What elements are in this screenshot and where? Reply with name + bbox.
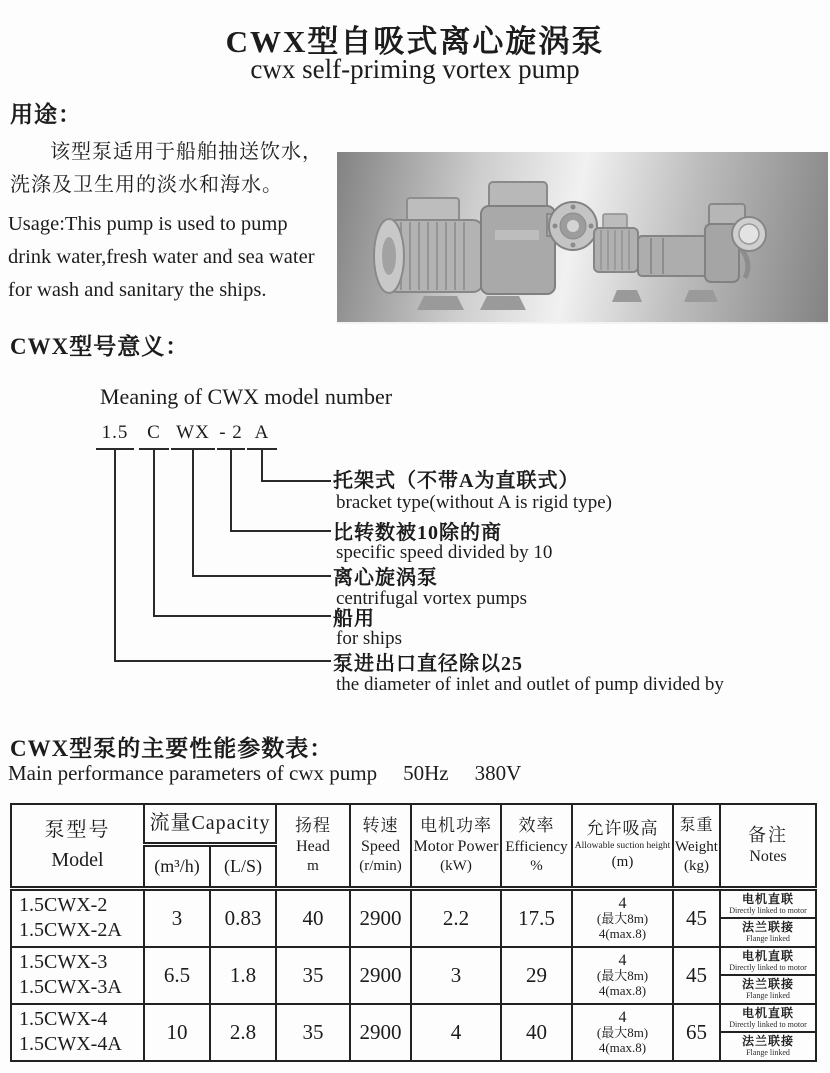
pump-photo [337,152,828,324]
diagram-label-cn: 离心旋涡泵 [333,567,438,589]
table-row [11,947,816,1004]
cell-capacity-m3h: 6.5 [144,947,210,1004]
cell-notes [720,1004,816,1061]
col-header-model: 泵型号 Model [11,804,144,888]
page-title-chinese: CWX型自吸式离心旋涡泵 [225,24,605,59]
diagram-line [261,450,263,482]
col-header-capacity: 流量Capacity [144,804,276,844]
note-flange-link: 法兰联接 Flange linked [741,977,794,1001]
diagram-label-cn: 泵进出口直径除以25 [333,653,523,675]
voltage-value: 380V [474,761,522,785]
cell-model: 1.5CWX-4 1.5CWX-4A [11,1004,144,1061]
usage-en-line: drink water,fresh water and sea water [8,246,315,268]
diagram-label-cn: 托架式（不带A为直联式） [333,470,580,492]
table-row [11,1004,816,1061]
parameters-heading-cn: CWX型泵的主要性能参数表： [10,736,334,761]
diagram-label-en: centrifugal vortex pumps [336,588,528,609]
note-direct-link: 电机直联 Directly linked to motor [721,891,815,920]
diagram-line [153,615,331,617]
cell-efficiency: 17.5 [501,888,572,947]
cell-speed: 2900 [350,888,411,947]
cell-model: 1.5CWX-3 1.5CWX-3A [11,947,144,1004]
cell-power: 2.2 [411,888,501,947]
cell-efficiency: 40 [501,1004,572,1061]
usage-en-line: for wash and sanitary the ships. [8,279,267,301]
diagram-label-en: the diameter of inlet and outlet of pump divided by [336,674,724,695]
cell-capacity-m3h: 3 [144,888,210,947]
diagram-line [153,450,155,617]
note-direct-link: 电机直联 Directly linked to motor [721,948,815,977]
col-header-capacity-ls: (L/S) [210,844,276,888]
pump-illustration-left [369,174,601,316]
diagram-line [230,450,232,532]
diagram-label-en: specific speed divided by 10 [336,542,553,563]
cell-notes [720,888,816,947]
cell-head: 35 [276,1004,350,1061]
note-direct-link: 电机直联 Directly linked to motor [721,1005,815,1034]
frequency-value: 50Hz [403,761,449,785]
col-header-speed: 转速 Speed (r/min) [350,804,411,888]
cell-efficiency: 29 [501,947,572,1004]
col-header-suction-height: 允许吸高 Allowable suction height (m) [572,804,673,888]
diagram-line [230,530,331,532]
cell-capacity-ls: 0.83 [210,888,276,947]
cell-model: 1.5CWX-2 1.5CWX-2A [11,888,144,947]
col-header-capacity-m3h: (m³/h) [144,844,210,888]
diagram-label-cn: 船用 [333,608,375,630]
performance-parameters-table [10,803,817,1062]
diagram-line [114,660,331,662]
usage-text-chinese [10,136,338,202]
diagram-label-en: bracket type(without A is rigid type) [336,492,612,513]
diagram-line [192,575,331,577]
cell-suction-height: 4 (最大8m) 4(max.8) [572,947,673,1004]
note-flange-link: 法兰联接 Flange linked [741,1034,794,1058]
pump-illustration-right [589,194,769,312]
cell-power: 4 [411,1004,501,1061]
usage-en-line: Usage:This pump is used to pump [8,213,288,235]
usage-cn-line: 洗涤及卫生用的淡水和海水。 [10,174,283,196]
cell-notes [720,947,816,1004]
cell-capacity-ls: 2.8 [210,1004,276,1061]
model-token-WX: WX [171,422,215,450]
model-token-2: - 2 [217,422,245,450]
cell-weight: 65 [673,1004,720,1061]
model-token-C: C [139,422,169,450]
cell-suction-height: 4 (最大8m) 4(max.8) [572,888,673,947]
model-meaning-heading: CWX型号意义： [10,334,190,359]
model-token-1.5: 1.5 [96,422,134,450]
col-header-weight: 泵重 Weight (kg) [673,804,720,888]
table-row [11,888,816,947]
cell-head: 35 [276,947,350,1004]
cell-weight: 45 [673,947,720,1004]
diagram-line [114,450,116,662]
parameters-heading-en-text: Main performance parameters of cwx pump [8,761,378,785]
diagram-line [261,480,331,482]
note-flange-link: 法兰联接 Flange linked [741,920,794,944]
parameters-heading-en [8,761,547,786]
col-header-motor-power: 电机功率 Motor Power (kW) [411,804,501,888]
cell-speed: 2900 [350,947,411,1004]
model-meaning-subheading: Meaning of CWX model number [100,384,393,409]
usage-text-english [8,208,340,307]
cell-speed: 2900 [350,1004,411,1061]
diagram-line [192,450,194,577]
usage-heading: 用途： [10,102,82,127]
cell-capacity-ls: 1.8 [210,947,276,1004]
diagram-label-cn: 比转数被10除的商 [333,522,502,544]
cell-suction-height: 4 (最大8m) 4(max.8) [572,1004,673,1061]
cell-head: 40 [276,888,350,947]
cell-capacity-m3h: 10 [144,1004,210,1061]
page-title-english: cwx self-priming vortex pump [250,54,580,84]
cell-weight: 45 [673,888,720,947]
col-header-efficiency: 效率 Efficiency % [501,804,572,888]
col-header-head: 扬程 Head m [276,804,350,888]
diagram-label-en: for ships [336,628,402,649]
usage-cn-line: 该型泵适用于船舶抽送饮水， [50,141,323,163]
model-token-A: A [247,422,277,450]
cell-power: 3 [411,947,501,1004]
col-header-notes: 备注 Notes [720,804,816,888]
